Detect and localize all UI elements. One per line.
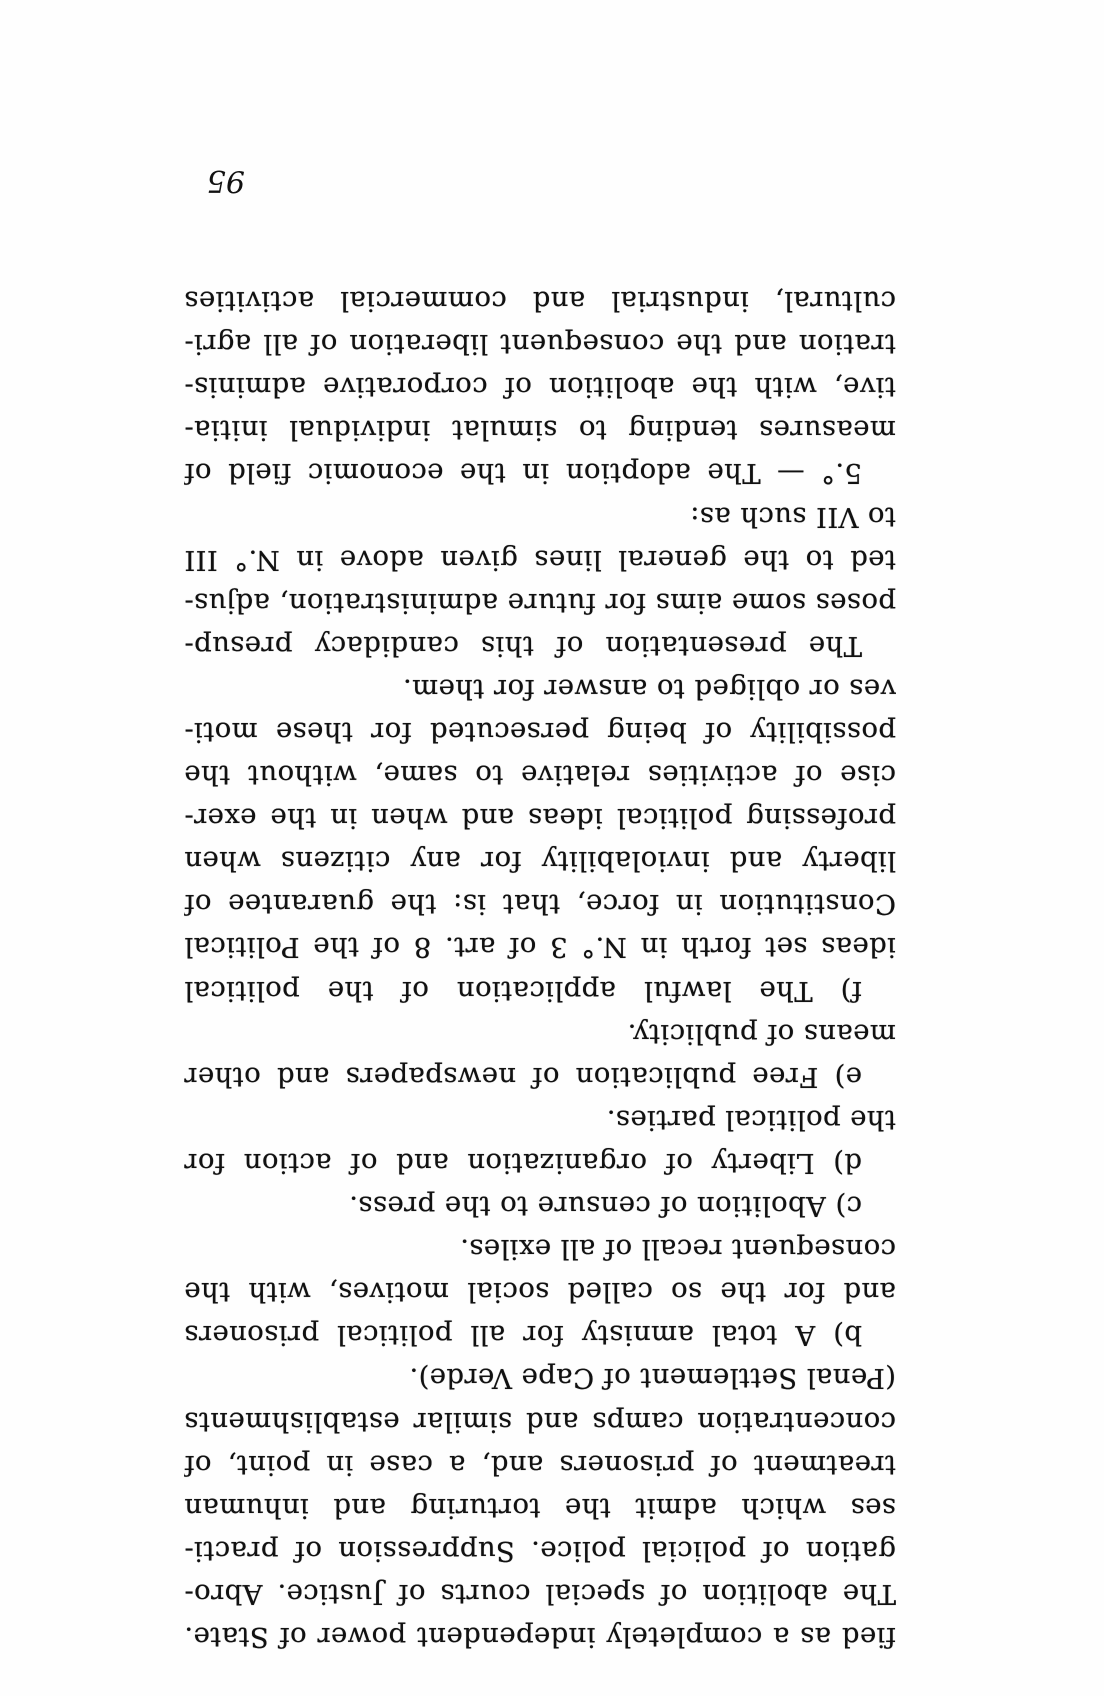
body-text (184, 279, 896, 1658)
text-line: (Penal Settlement of Cape Verde). (409, 1362, 896, 1395)
text-line: Constitution in force, that is: the guarantee of (184, 888, 896, 921)
text-line: liberty and inviolability for any citizens when (184, 845, 896, 878)
section-heading-5: 5.° — The adoption in the economic field of (184, 457, 862, 490)
text-line: fied as a completely independent power of State. (184, 1621, 896, 1653)
text-line: possibility of being persecuted for these moti- (184, 716, 896, 749)
text-line: ves or obliged to answer for them. (402, 672, 896, 705)
text-line: The abolition of special courts of Justice. Abro- (184, 1577, 896, 1610)
page-number: 95 (206, 163, 245, 198)
text-line: and for the so called social motives, with the (184, 1276, 896, 1309)
text-line: gation of policial police. Suppression of practi- (184, 1534, 896, 1567)
text-line: measures tending to simulat individual initia- (184, 414, 896, 447)
text-line: cultural, industrial and commercial activities (184, 285, 896, 318)
text-line: ses which admit the torturing and inhuman (184, 1491, 896, 1524)
text-line: poses some aims for future administration, adjus- (184, 586, 896, 619)
text-line: ted to the general lines given adove in N.° III (184, 543, 896, 576)
text-line: tive, with the abolition of corporative adminis- (184, 371, 896, 404)
list-item-b: b) A total amnisty for all political prisoners (184, 1319, 862, 1352)
text-line: treatment of prisoners and, a case in point, of (184, 1448, 896, 1481)
text-line: the political parties. (606, 1103, 896, 1136)
list-item-e: e) Free publication of newspapers and other (184, 1060, 862, 1093)
list-item-f: f) The lawful application of the political (184, 974, 862, 1007)
text-line: cise of activities relative to same, without the (184, 759, 896, 792)
text-line: consequent recall of all exiles. (459, 1233, 896, 1266)
text-line: professing political ideas and when in the exer- (184, 802, 896, 835)
paragraph-start: The presentation of this candidacy presup- (184, 629, 862, 662)
list-item-c: c) Abolition of censure to the press. (348, 1190, 862, 1223)
text-line: to VII such as: (689, 500, 896, 533)
text-line: ideas set forth in N.° 3 of art. 8 of the Political (184, 931, 896, 964)
text-line: means of publicity. (627, 1017, 896, 1050)
text-line: concentration camps and similar establishments (184, 1405, 896, 1438)
list-item-d: d) Liberty of organization and of action for (184, 1146, 862, 1179)
text-line: tration and the consequent liberation of all agri- (184, 328, 896, 361)
